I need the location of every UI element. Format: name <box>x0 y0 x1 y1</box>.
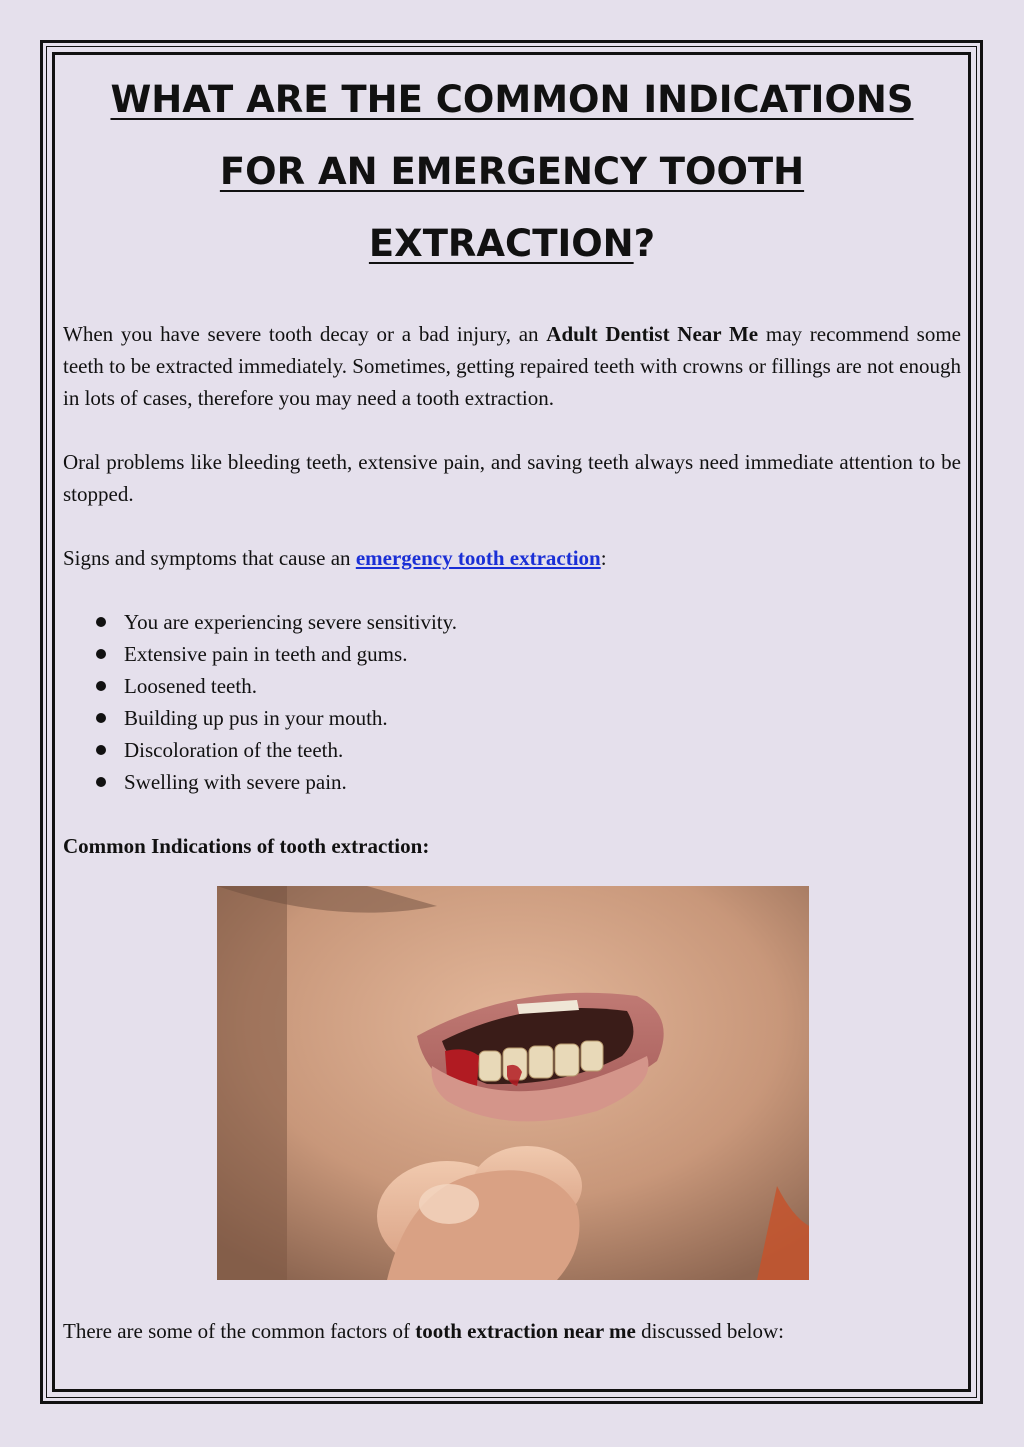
list-item <box>63 670 961 702</box>
list-item-text: Building up pus in your mouth. <box>124 706 388 730</box>
title-line-3: EXTRACTION <box>368 222 634 265</box>
section-heading: Common Indications of tooth extraction: <box>63 834 430 858</box>
list-item <box>63 638 961 670</box>
list-item <box>63 702 961 734</box>
intro-paragraph <box>63 318 961 414</box>
bullet-icon <box>96 681 106 691</box>
intro-text-start: When you have severe tooth decay or a bad injury, an <box>63 322 547 346</box>
symptoms-list <box>63 606 961 798</box>
document-content <box>63 60 961 862</box>
bullet-icon <box>96 617 106 627</box>
list-item-text: Extensive pain in teeth and gums. <box>124 642 408 666</box>
bullet-icon <box>96 713 106 723</box>
page-title <box>63 64 961 280</box>
intro-text-end: may recommend some teeth to be extracted immediately. Sometimes, getting repaired teeth with crowns or fillings are not enough in lots of cases, therefore you may need a tooth extraction. <box>63 322 961 410</box>
list-item <box>63 734 961 766</box>
mouth-photo-illustration <box>217 886 809 1280</box>
bullet-icon <box>96 745 106 755</box>
intro-bold-term: Adult Dentist Near Me <box>546 322 759 346</box>
factors-bold-term: tooth extraction near me <box>415 1319 636 1343</box>
bullet-icon <box>96 649 106 659</box>
signs-text-start: Signs and symptoms that cause an <box>63 546 356 570</box>
factors-text-start: There are some of the common factors of <box>63 1319 416 1343</box>
list-item <box>63 766 961 798</box>
emergency-tooth-extraction-link[interactable]: emergency tooth extraction <box>355 546 601 570</box>
title-line-2: FOR AN EMERGENCY TOOTH <box>219 150 805 193</box>
list-item-text: Discoloration of the teeth. <box>124 738 344 762</box>
oral-problems-paragraph: Oral problems like bleeding teeth, extensive pain, and saving teeth always need immediate attention to be stopped. <box>63 450 961 506</box>
title-question-mark: ? <box>633 222 656 265</box>
list-item-text: Loosened teeth. <box>124 674 257 698</box>
list-item <box>63 606 961 638</box>
factors-text-end: discussed below: <box>635 1319 784 1343</box>
title-line-1: WHAT ARE THE COMMON INDICATIONS <box>110 78 914 121</box>
mouth-photo <box>217 886 809 1280</box>
signs-paragraph <box>63 542 961 574</box>
signs-text-end: : <box>600 546 607 570</box>
bullet-icon <box>96 777 106 787</box>
factors-paragraph <box>63 1315 961 1347</box>
list-item-text: Swelling with severe pain. <box>124 770 347 794</box>
list-item-text: You are experiencing severe sensitivity. <box>124 610 457 634</box>
